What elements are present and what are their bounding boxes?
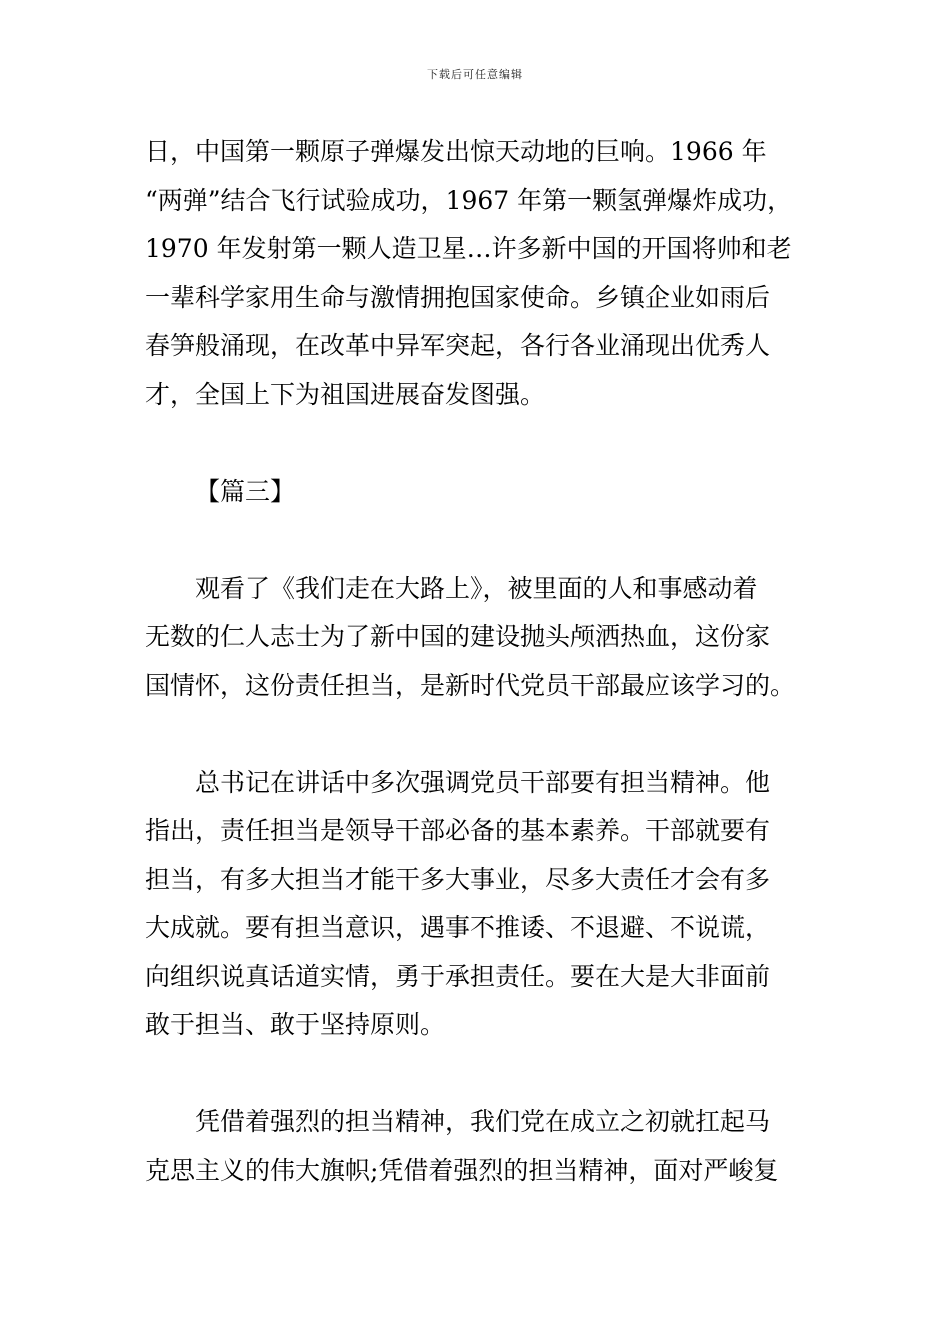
document-body (145, 128, 825, 1195)
blank-line (145, 710, 825, 759)
paragraph-line: 一辈科学家用生命与激情拥抱国家使命。乡镇企业如雨后 (145, 282, 771, 312)
paragraph-line: 克思主义的伟大旗帜;凭借着强烈的担当精神，面对严峻复 (145, 1155, 779, 1185)
paragraph-line: 总书记在讲话中多次强调党员干部要有担当精神。他 (145, 767, 771, 797)
paragraph-line: 大成就。要有担当意识，遇事不推诿、不退避、不说谎， (145, 913, 771, 942)
paragraph-line: 国情怀，这份责任担当，是新时代党员干部最应该学习的。 (145, 670, 796, 700)
paragraph-line: 才，全国上下为祖国进展奋发图强。 (145, 379, 546, 409)
paragraph-line: 1970 年发射第一颗人造卫星…许多新中国的开国将帅和老 (145, 234, 792, 263)
paragraph-line: 春笋般涌现，在改革中异军突起，各行各业涌现出优秀人 (145, 331, 771, 360)
paragraph-line: 担当，有多大担当才能干多大事业，尽多大责任才会有多 (145, 864, 771, 894)
paragraph-line: 向组织说真话道实情，勇于承担责任。要在大是大非面前 (145, 961, 771, 991)
paragraph-line: “两弹”结合飞行试验成功，1967 年第一颗氢弹爆炸成功， (145, 185, 793, 215)
paragraph-line: 敢于担当、敢于坚持原则。 (145, 1010, 446, 1039)
paragraph-line: 观看了《我们走在大路上》，被里面的人和事感动着 (145, 573, 758, 603)
paragraph-line: 日，中国第一颗原子弹爆发出惊天动地的巨响。1966 年 (145, 137, 767, 166)
paragraph-line: 指出，责任担当是领导干部必备的基本素养。干部就要有 (145, 816, 771, 845)
blank-line (145, 1050, 825, 1099)
blank-line (145, 516, 825, 565)
paragraph-line: 凭借着强烈的担当精神，我们党在成立之初就扛起马 (145, 1107, 771, 1136)
blank-line (145, 419, 825, 468)
page-header-note: 下载后可任意编辑 (427, 68, 523, 81)
section-heading: 【篇三】 (195, 476, 296, 506)
paragraph-line: 无数的仁人志士为了新中国的建设抛头颅洒热血，这份家 (145, 622, 771, 651)
